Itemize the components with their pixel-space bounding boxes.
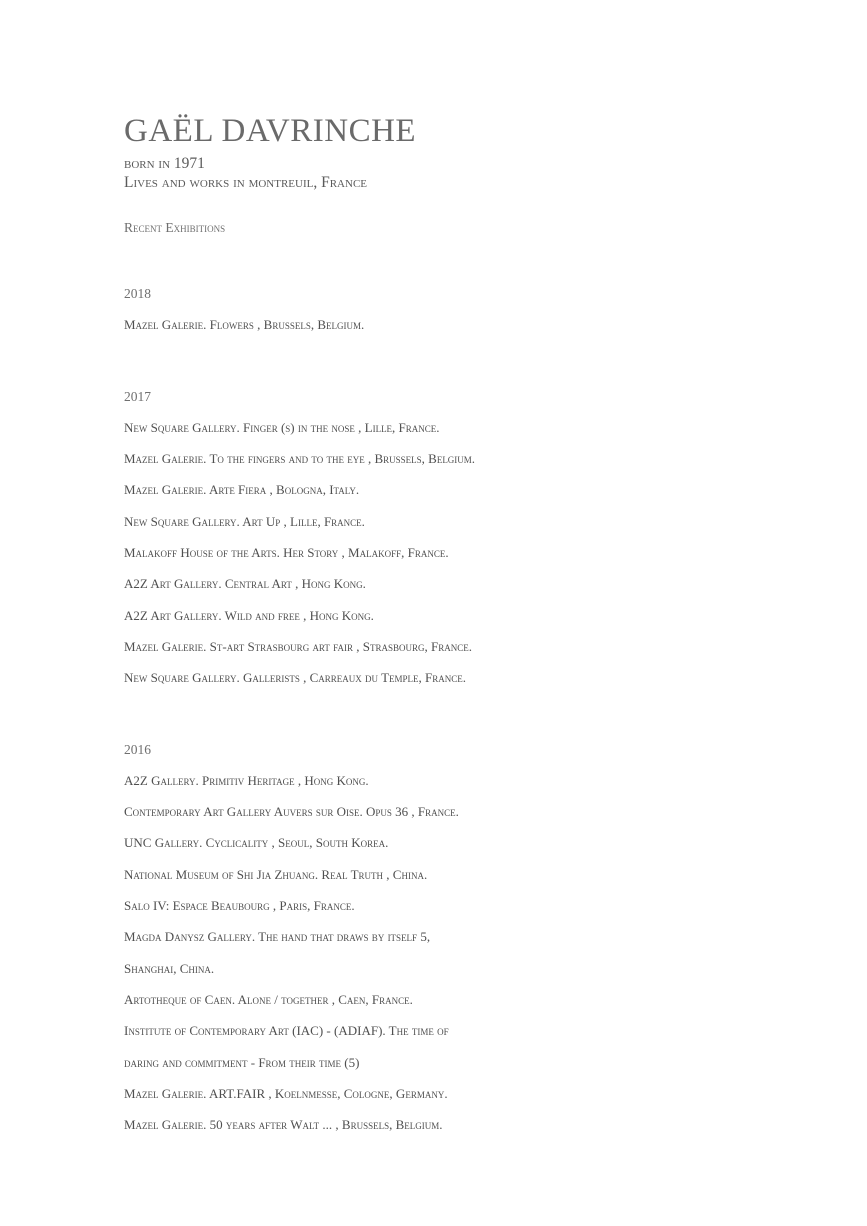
year-heading: 2018	[124, 286, 151, 301]
exhibition-entry: New Square Gallery. Art Up , Lille, France.	[124, 513, 365, 529]
exhibition-entry: Mazel Galerie. Flowers , Brussels, Belgium.	[124, 317, 365, 333]
residence-line: Lives and works in montreuil, France	[124, 174, 367, 191]
exhibition-entry: New Square Gallery. Gallerists , Carreaux du Temple, France.	[124, 670, 466, 686]
year-heading: 2016	[124, 741, 151, 757]
exhibition-entry: Mazel Galerie. ART.FAIR , Koelnmesse, Cologne, Germany.	[124, 1085, 448, 1101]
exhibition-entry: Institute of Contemporary Art (IAC) - (ADIAF). The time of	[124, 1023, 449, 1039]
exhibition-entry: A2Z Art Gallery. Wild and free , Hong Kong.	[124, 607, 374, 623]
exhibition-entries	[124, 771, 824, 1147]
exhibition-entry: New Square Gallery. Finger (s) in the nose , Lille, France.	[124, 419, 440, 435]
year-heading: 2017	[124, 388, 151, 404]
exhibition-entry: National Museum of Shi Jia Zhuang. Real Truth , China.	[124, 866, 428, 882]
birth-line: born in 1971	[124, 155, 205, 172]
exhibition-entry: Mazel Galerie. To the fingers and to the eye , Brussels, Belgium.	[124, 451, 476, 467]
artist-name: GAËL DAVRINCHE	[124, 113, 417, 149]
year-block	[124, 740, 824, 1147]
exhibition-entry: Mazel Galerie. St-art Strasbourg art fair , Strasbourg, France.	[124, 638, 472, 654]
exhibition-entry: Contemporary Art Gallery Auvers sur Oise. Opus 36 , France.	[124, 804, 459, 820]
year-block	[124, 387, 824, 700]
exhibition-list	[124, 284, 824, 1146]
exhibition-entry: A2Z Gallery. Primitiv Heritage , Hong Kong.	[124, 772, 369, 788]
cv-page	[124, 112, 824, 1146]
exhibition-entry: Magda Danysz Gallery. The hand that draws by itself 5,	[124, 929, 431, 945]
exhibition-entry: Mazel Galerie. 50 years after Walt ... , Brussels, Belgium.	[124, 1117, 443, 1133]
exhibition-entry: daring and commitment - From their time (5)	[124, 1054, 360, 1070]
exhibition-entry: Shanghai, China.	[124, 960, 215, 976]
exhibition-entry: A2Z Art Gallery. Central Art , Hong Kong.	[124, 576, 366, 592]
exhibition-entry: UNC Gallery. Cyclicality , Seoul, South Korea.	[124, 835, 389, 851]
exhibition-entries	[124, 315, 824, 346]
exhibition-entries	[124, 418, 824, 700]
year-block	[124, 284, 824, 347]
exhibition-entry: Mazel Galerie. Arte Fiera , Bologna, Italy.	[124, 482, 360, 498]
section-title: Recent Exhibitions	[124, 220, 226, 235]
exhibition-entry: Artotheque of Caen. Alone / together , Caen, France.	[124, 991, 413, 1007]
bio	[124, 154, 824, 192]
exhibition-entry: Salo IV: Espace Beaubourg , Paris, France.	[124, 898, 355, 914]
exhibition-entry: Malakoff House of the Arts. Her Story , Malakoff, France.	[124, 545, 449, 561]
